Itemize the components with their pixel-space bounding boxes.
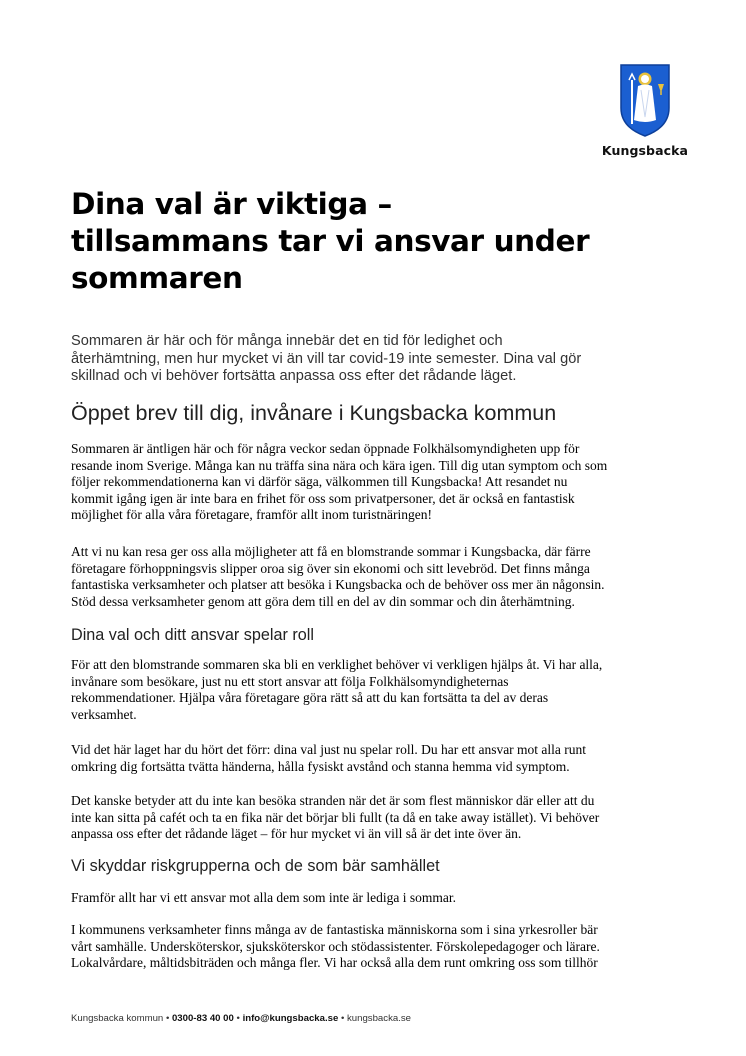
body-paragraph xyxy=(71,742,691,775)
text-line: företagare förhoppningsvis slipper oroa sig över sin ekonomi och sitt levebröd. Det finns många xyxy=(71,560,590,576)
text-line: invånare som besökare, just nu ett stort ansvar att följa Folkhälsomyndigheternas xyxy=(71,673,509,689)
text-line: För att den blomstrande sommaren ska bli en verklighet behöver vi verkligen hjälps åt. Vi har alla, xyxy=(71,657,603,672)
footer-email-link[interactable]: info@kungsbacka.se xyxy=(242,1013,339,1024)
body-paragraph xyxy=(71,890,691,907)
text-line: rekommendationer. Hjälpa våra företagare göra rätt så att du kan fortsätta ta del av deras xyxy=(71,690,549,706)
text-line: följer rekommendationerna kan vi därför säga, välkommen till Kungsbacka! Att resandet nu xyxy=(71,474,568,490)
body-paragraph xyxy=(71,441,691,524)
text-line: verksamhet. xyxy=(71,706,137,722)
body-paragraph xyxy=(71,544,691,610)
title-line: sommaren xyxy=(71,261,243,295)
section-heading-open-letter: Öppet brev till dig, invånare i Kungsbacka kommun xyxy=(71,401,557,425)
text-line: Att vi nu kan resa ger oss alla möjligheter att få en blomstrande sommar i Kungsbacka, där färre xyxy=(71,544,591,559)
municipality-logo xyxy=(600,62,690,158)
text-line: Stöd dessa verksamheter genom att göra dem till en del av din sommar och din återhämtning. xyxy=(71,593,575,609)
footer-separator: • xyxy=(165,1013,170,1024)
section-heading-risk-groups: Vi skyddar riskgrupperna och de som bär samhället xyxy=(71,857,440,875)
text-line: kommit igång igen är inte bara en frihet för oss som privatpersoner, det är också en fantastisk xyxy=(71,490,575,506)
text-line: Lokalvårdare, måltidsbiträden och många fler. Vi har också alla dem runt omkring oss som tillhör xyxy=(71,955,598,971)
title-line: Dina val är viktiga – xyxy=(71,187,392,221)
text-line: Vid det här laget har du hört det förr: dina val just nu spelar roll. Du har ett ansvar mot alla runt xyxy=(71,742,587,757)
text-line: resande inom Sverige. Många kan nu träffa sina nära och kära igen. Till dig utan symptom och som xyxy=(71,457,608,473)
page-title xyxy=(71,186,671,297)
footer-separator: • xyxy=(236,1013,240,1024)
body-paragraph xyxy=(71,793,691,843)
footer-web-link[interactable]: kungsbacka.se xyxy=(347,1013,411,1024)
logo-text: Kungsbacka xyxy=(601,143,689,158)
footer-phone[interactable]: 0300-83 40 00 xyxy=(171,1013,234,1024)
intro-line: Sommaren är här och för många innebär det en tid för ledighet och xyxy=(71,333,503,349)
text-line: Det kanske betyder att du inte kan besöka stranden när det är som flest människor där eller att du xyxy=(71,793,595,808)
footer-separator: • xyxy=(340,1013,345,1024)
body-paragraph xyxy=(71,922,691,972)
title-line: tillsammans tar vi ansvar under xyxy=(71,224,590,258)
text-line: I kommunens verksamheter finns många av de fantastiska människorna som i sina yrkesroller bär xyxy=(71,922,598,937)
body-paragraph xyxy=(71,657,691,723)
intro-paragraph xyxy=(71,333,681,386)
footer-org: Kungsbacka kommun xyxy=(71,1013,164,1024)
intro-line: skillnad och vi behöver fortsätta anpassa oss efter det rådande läget. xyxy=(71,368,517,385)
text-line: inte kan sitta på cafét och ta en fika när det börjar bli fullt (ta då en take away istället). Vi behöver xyxy=(71,809,600,825)
page-footer xyxy=(71,1013,411,1024)
section-heading-choices: Dina val och ditt ansvar spelar roll xyxy=(71,626,314,644)
text-line: fantastiska verksamheter och platser att besöka i Kungsbacka och de behöver oss mer än någonsin. xyxy=(71,577,605,593)
intro-line: återhämtning, men hur mycket vi än vill tar covid-19 inte semester. Dina val gör xyxy=(71,350,582,367)
text-line: Sommaren är äntligen här och för några veckor sedan öppnade Folkhälsomyndigheten upp för xyxy=(71,441,580,456)
coat-of-arms-icon xyxy=(618,62,672,138)
text-line: omkring dig fortsätta tvätta händerna, hålla fysiskt avstånd och stanna hemma vid symptom. xyxy=(71,758,570,774)
text-line: möjlighet för alla våra företagare, framför allt inom turistnäringen! xyxy=(71,507,432,523)
text-line: Framför allt har vi ett ansvar mot alla dem som inte är lediga i sommar. xyxy=(71,890,457,905)
text-line: vårt samhälle. Undersköterskor, sjuksköterskor och stödassistenter. Förskolepedagoger och lärare. xyxy=(71,938,600,954)
text-line: anpassa oss efter det rådande läget – för hur mycket vi än vill så är det inte över än. xyxy=(71,826,522,842)
